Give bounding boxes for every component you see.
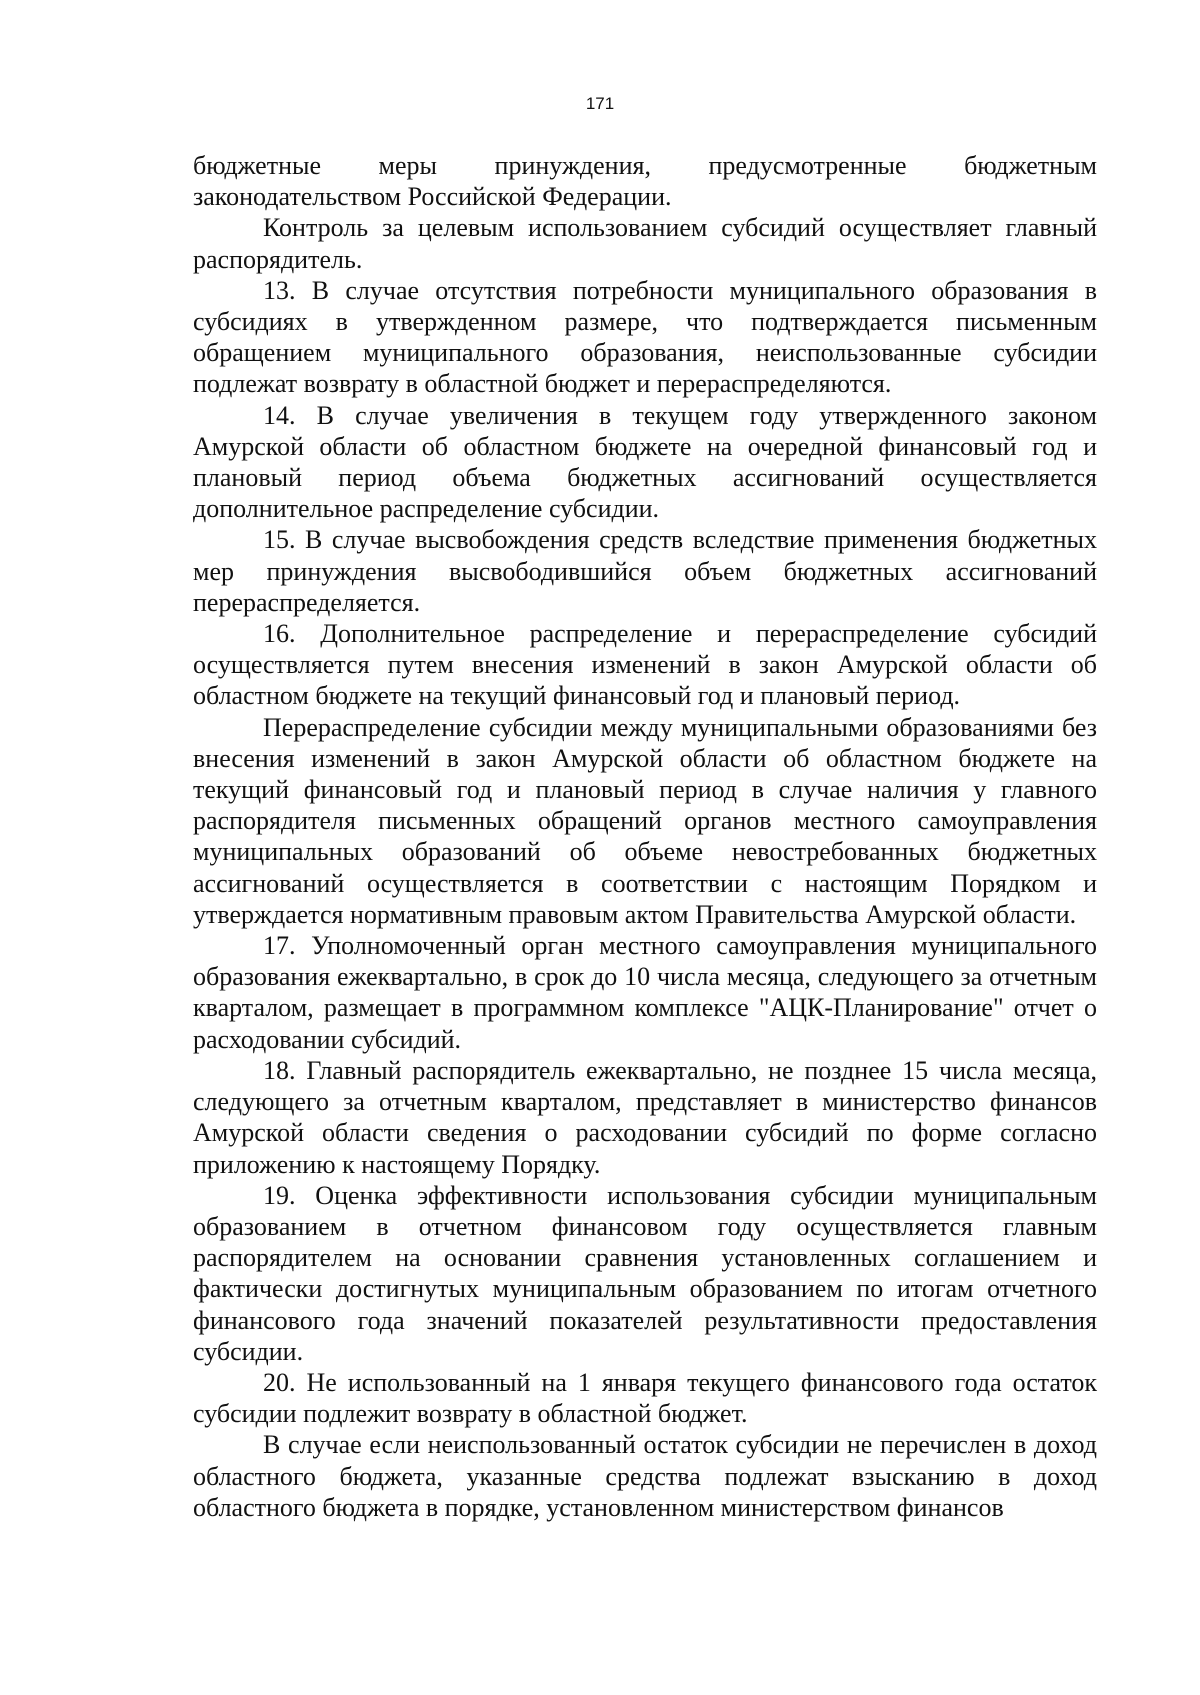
paragraph-item-17: 17. Уполномоченный орган местного самоуправления муниципального образования ежеквартально, в срок до 10 числа месяца, следующего за отчетным кварталом, размещает в программном комплексе "АЦК-Планирование" отчет о расходовании субсидий. <box>193 931 1097 1054</box>
paragraph-item-16: 16. Дополнительное распределение и перераспределение субсидий осуществляется путем внесения изменений в закон Амурской области об областном бюджете на текущий финансовый год и плановый период. <box>193 619 1097 711</box>
paragraph-continuation: бюджетные меры принуждения, предусмотренные бюджетным законодательством Российской Федерации. <box>193 151 1097 212</box>
document-body <box>193 150 1097 1523</box>
paragraph-item-18: 18. Главный распорядитель ежеквартально, не позднее 15 числа месяца, следующего за отчетным кварталом, представляет в министерство финансов Амурской области сведения о расходовании субсидий по форме согласно приложению к настоящему Порядку. <box>193 1055 1097 1179</box>
paragraph-item-13: 13. В случае отсутствия потребности муниципального образования в субсидиях в утвержденном размере, что подтверждается письменным обращением муниципального образования, неиспользованные субсидии подлежат возврату в областной бюджет и перераспределяются. <box>193 275 1097 399</box>
paragraph-item-14: 14. В случае увеличения в текущем году утвержденного законом Амурской области об областном бюджете на очередной финансовый год и плановый период объема бюджетных ассигнований осуществляется дополнительное распределение субсидии. <box>193 400 1097 524</box>
page-number: 171 <box>585 94 615 113</box>
paragraph-unused-balance: В случае если неиспользованный остаток субсидии не перечислен в доход областного бюджета, указанные средства подлежат взысканию в доход областного бюджета в порядке, установленном министерством финансов <box>193 1430 1097 1522</box>
paragraph-item-15: 15. В случае высвобождения средств вследствие применения бюджетных мер принуждения высвободившийся объем бюджетных ассигнований перераспределяется. <box>193 525 1097 617</box>
paragraph-redistribution: Перераспределение субсидии между муниципальными образованиями без внесения изменений в закон Амурской области об областном бюджете на текущий финансовый год и плановый период в случае наличия у главного распорядителя письменных обращений органов местного самоуправления муниципальных образований об объеме невостребованных бюджетных ассигнований осуществляется в соответствии с настоящим Порядком и утверждается нормативным правовым актом Правительства Амурской области. <box>193 712 1097 929</box>
paragraph-item-20: 20. Не использованный на 1 января текущего финансового года остаток субсидии подлежит возврату в областной бюджет. <box>193 1367 1097 1429</box>
paragraph-item-19: 19. Оценка эффективности использования субсидии муниципальным образованием в отчетном финансовом году осуществляется главным распорядителем на основании сравнения установленных соглашением и фактически достигнутых муниципальным образованием по итогам отчетного финансового года значений показателей результативности предоставления субсидии. <box>193 1180 1097 1366</box>
paragraph-control: Контроль за целевым использованием субсидий осуществляет главный распорядитель. <box>193 213 1097 274</box>
